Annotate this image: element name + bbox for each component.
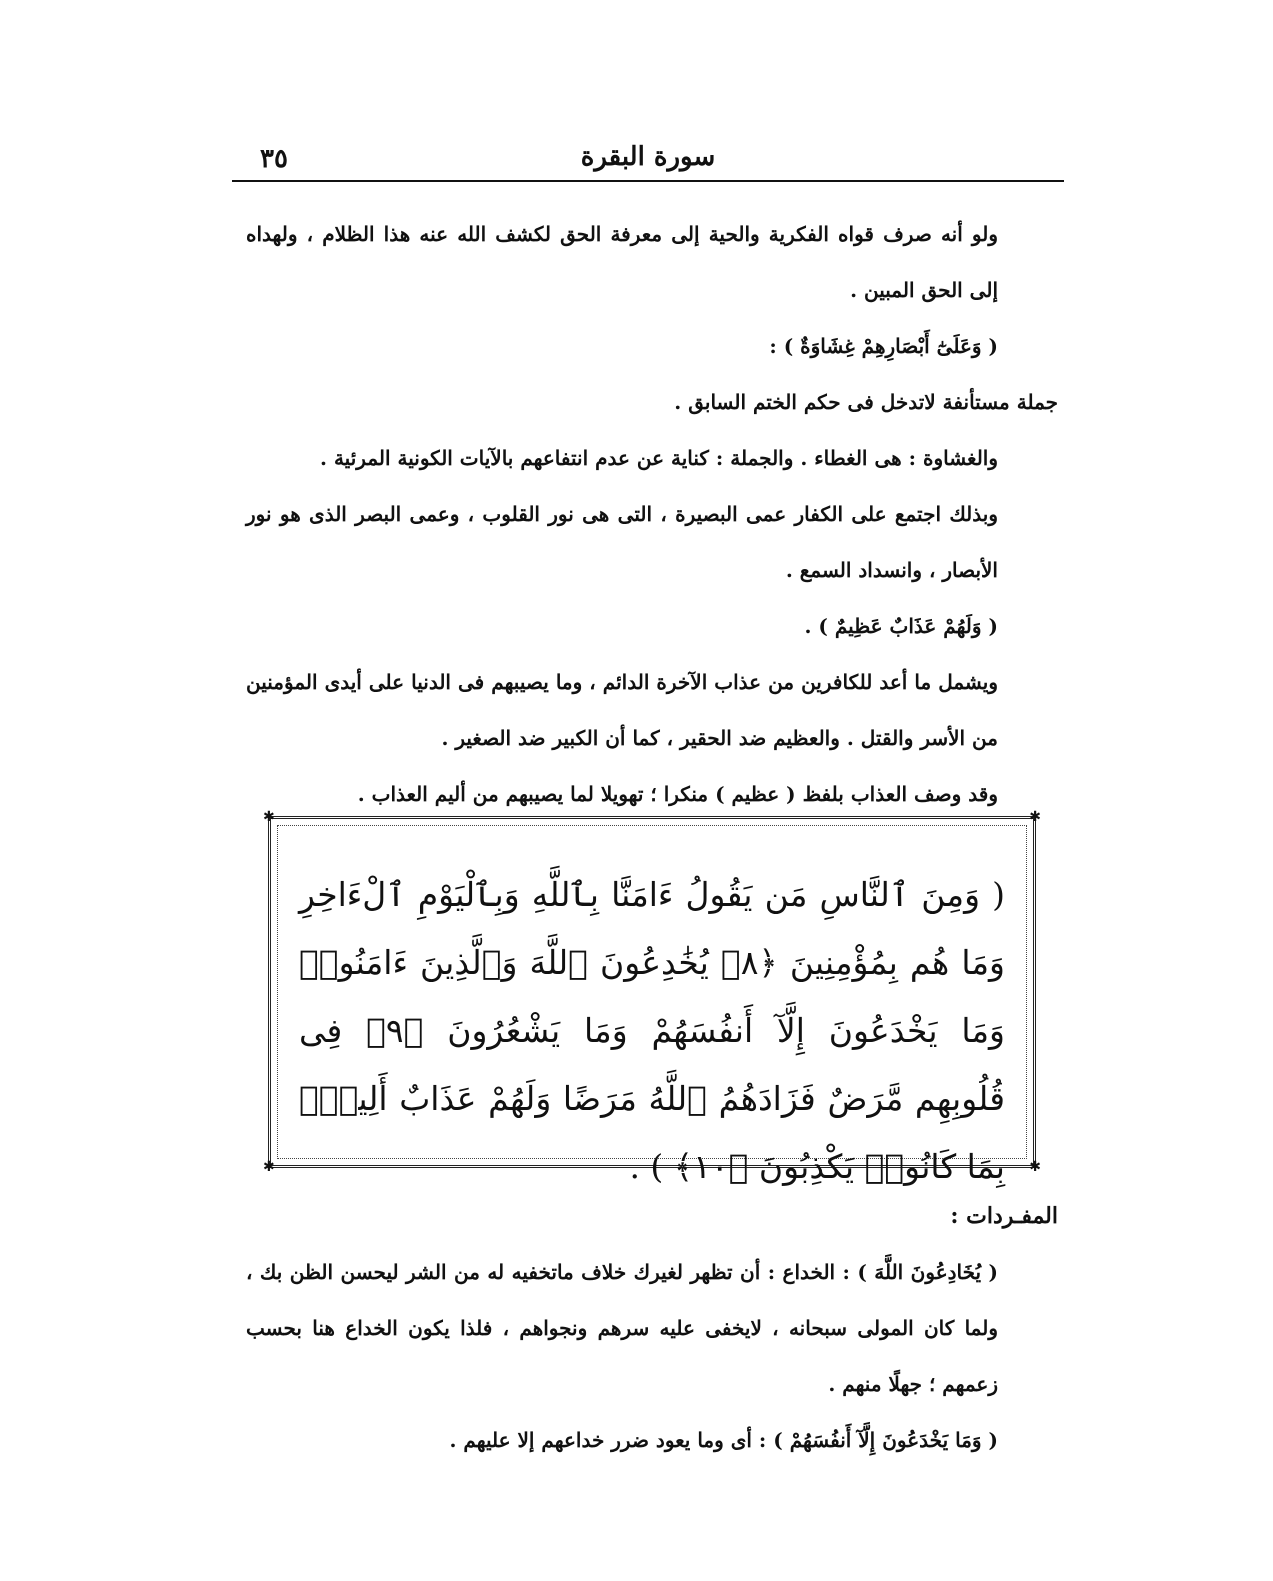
running-title: سورة البقرة: [580, 142, 716, 172]
corner-ornament-icon: ✱: [263, 1159, 275, 1175]
paragraph: ( يُخَادِعُونَ اللَّهَ ) : الخداع : أن تظهر لغيرك خلاف ماتخفيه له من الشر ليحسن الظن بك ، ولما كان المولى سبحانه ، لايخفى عليه سرهم ونجواهم ، فلذا يكون الخداع هنا بحسب زعمهم ؛ جهلًا منهم .: [246, 1260, 998, 1396]
section-title: المفـردات :: [950, 1203, 1058, 1229]
paragraph: والغشاوة : هى الغطاء . والجملة : كناية عن عدم انتفاعهم بالآيات الكونية المرئية .: [320, 446, 998, 470]
paragraph: جملة مستأنفة لاتدخل فى حكم الختم السابق .: [674, 390, 1058, 414]
paragraph: وقد وصف العذاب بلفظ ( عظيم ) منكرا ؛ تهويلا لما يصيبهم من أليم العذاب .: [357, 782, 998, 806]
paragraph: ولو أنه صرف قواه الفكرية والحية إلى معرفة الحق لكشف الله عنه هذا الظلام ، ولهداه إلى الحق المبين .: [246, 222, 998, 302]
commentary-block: [246, 206, 1058, 825]
page-number: ٣٥: [260, 144, 288, 174]
quran-verse-text: ( وَمِنَ ٱلنَّاسِ مَن يَقُولُ ءَامَنَّا بِٱللَّهِ وَبِٱلْيَوْمِ ٱلْءَاخِرِ وَمَا هُم بِمُؤْمِنِينَ ﴿٨﴾ يُخَٰدِعُونَ ٱللَّهَ وَٱلَّذِينَ ءَامَنُوا۟ وَمَا يَخْدَعُونَ إِلَّآ أَنفُسَهُمْ وَمَا يَشْعُرُونَ ﴿٩﴾ فِى قُلُوبِهِم مَّرَضٌ فَزَادَهُمُ ٱللَّهُ مَرَضًا وَلَهُمْ عَذَابٌ أَلِيمٌۢ بِمَا كَانُوا۟ يَكْذِبُونَ ﴿١٠﴾ ) .: [299, 875, 1005, 1186]
paragraph: ( وَمَا يَخْدَعُونَ إِلَّآ أَنفُسَهُمْ ) : أى وما يعود ضرر خداعهم إلا عليهم .: [449, 1428, 998, 1452]
quran-verse-frame: [263, 809, 1041, 1186]
paragraph: وبذلك اجتمع على الكفار عمى البصيرة ، التى هى نور القلوب ، وعمى البصر الذى هو نور الأبصار ، وانسداد السمع .: [246, 502, 998, 582]
verse-quote: ( وَعَلَىٰٓ أَبْصَارِهِمْ غِشَاوَةٌ ) :: [769, 334, 998, 358]
corner-ornament-icon: ✱: [1029, 1159, 1041, 1175]
vocabulary-block: [246, 1188, 1058, 1468]
verse-quote: ( وَلَهُمْ عَذَابٌ عَظِيمٌ ) .: [804, 614, 998, 638]
corner-ornament-icon: ✱: [1029, 809, 1041, 825]
page-header: [232, 138, 1064, 182]
paragraph: ويشمل ما أعد للكافرين من عذاب الآخرة الدائم ، وما يصيبهم فى الدنيا على أيدى المؤمنين من الأسر والقتل . والعظيم ضد الحقير ، كما أن الكبير ضد الصغير .: [246, 670, 998, 750]
corner-ornament-icon: ✱: [263, 809, 275, 825]
